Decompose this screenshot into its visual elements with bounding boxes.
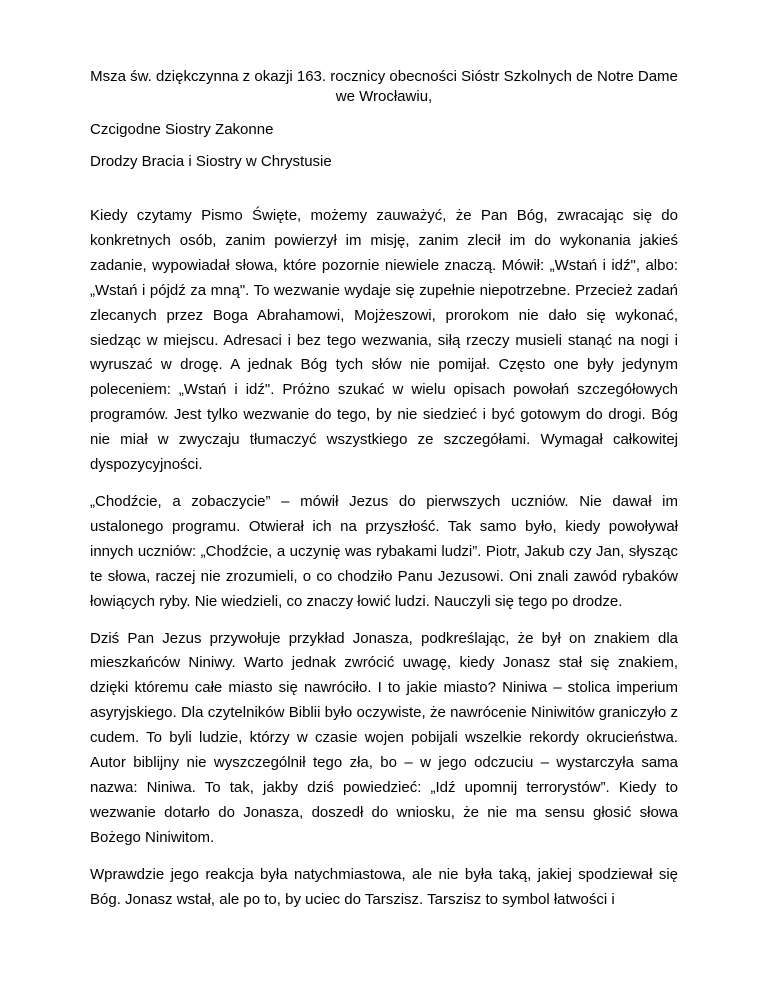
paragraph-2: „Chodźcie, a zobaczycie” – mówił Jezus do pierwszych uczniów. Nie dawał im ustalonego programu. Otwierał ich na przyszłość. Tak samo było, kiedy powoływał innych uczniów: „Chodźcie, a uczynię was rybakami ludzi”. Piotr, Jakub czy Jan, słysząc te słowa, raczej nie zrozumieli, o co chodziło Panu Jezusowi. Oni znali zawód rybaków łowiących ryby. Nie wiedzieli, co znaczy łowić ludzi. Nauczyli się tego po drodze. [90,492,678,610]
salutation-sisters: Czcigodne Siostry Zakonne [90,121,274,138]
document-body [90,204,678,924]
paragraph-1: Kiedy czytamy Pismo Święte, możemy zauważyć, że Pan Bóg, zwracając się do konkretnych osób, zanim powierzył im misję, zanim zlecił im do wykonania jakieś zadanie, wypowiadał słowa, które pozornie niewiele znaczą. Mówił: „Wstań i idź", albo: „Wstań i pójdź za mną". To wezwanie wydaje się zupełnie niepotrzebne. Przecież zadań zlecanych przez Boga Abrahamowi, Mojżeszowi, prorokom nie dało się wykonać, siedząc w miejscu. Adresaci i bez tego wezwania, siłą rzeczy musieli stanąć na nogi i wyruszać w drogę. A jednak Bóg tych słów nie pomijał. Często one były jedynym poleceniem: „Wstań i idź". Próżno szukać w wielu opisach powołań szczegółowych programów. Jest tylko wezwanie do tego, by nie siedzieć i być gotowym do drogi. Bóg nie miał w zwyczaju tłumaczyć wszystkiego ze szczegółami. Wymagał całkowitej dyspozycyjności. [90,207,678,474]
paragraph-3: Dziś Pan Jezus przywołuje przykład Jonasza, podkreślając, że był on znakiem dla mieszkańców Niniwy. Warto jednak zwrócić uwagę, kiedy Jonasz stał się znakiem, dzięki któremu całe miasto się nawróciło. I to jakie miasto? Niniwa – stolica imperium asyryjskiego. Dla czytelników Biblii było oczywiste, że nawrócenie Niniwitów graniczyło z cudem. To byli ludzie, którzy w czasie wojen pobijali wszelkie rekordy okrucieństwa. Autor biblijny nie wyszczególnił tego zła, bo – w jego odczuciu – wystarczyła sama nazwa: Niniwa. To tak, jakby dziś powiedzieć: „Idź upomnij terrorystów”. Kiedy to wezwanie dotarło do Jonasza, doszedł do wniosku, że nie ma sensu głosić słowa Bożego Niniwitom. [90,629,678,846]
document-title: Msza św. dziękczynna z okazji 163. rocznicy obecności Sióstr Szkolnych de Notre Dame we Wrocławiu, [90,68,678,105]
paragraph-4: Wprawdzie jego reakcja była natychmiastowa, ale nie była taką, jakiej spodziewał się Bóg. Jonasz wstał, ale po to, by uciec do Tarszisz. Tarszisz to symbol łatwości i [90,865,678,908]
salutation-brothers-sisters: Drodzy Bracia i Siostry w Chrystusie [90,153,332,170]
